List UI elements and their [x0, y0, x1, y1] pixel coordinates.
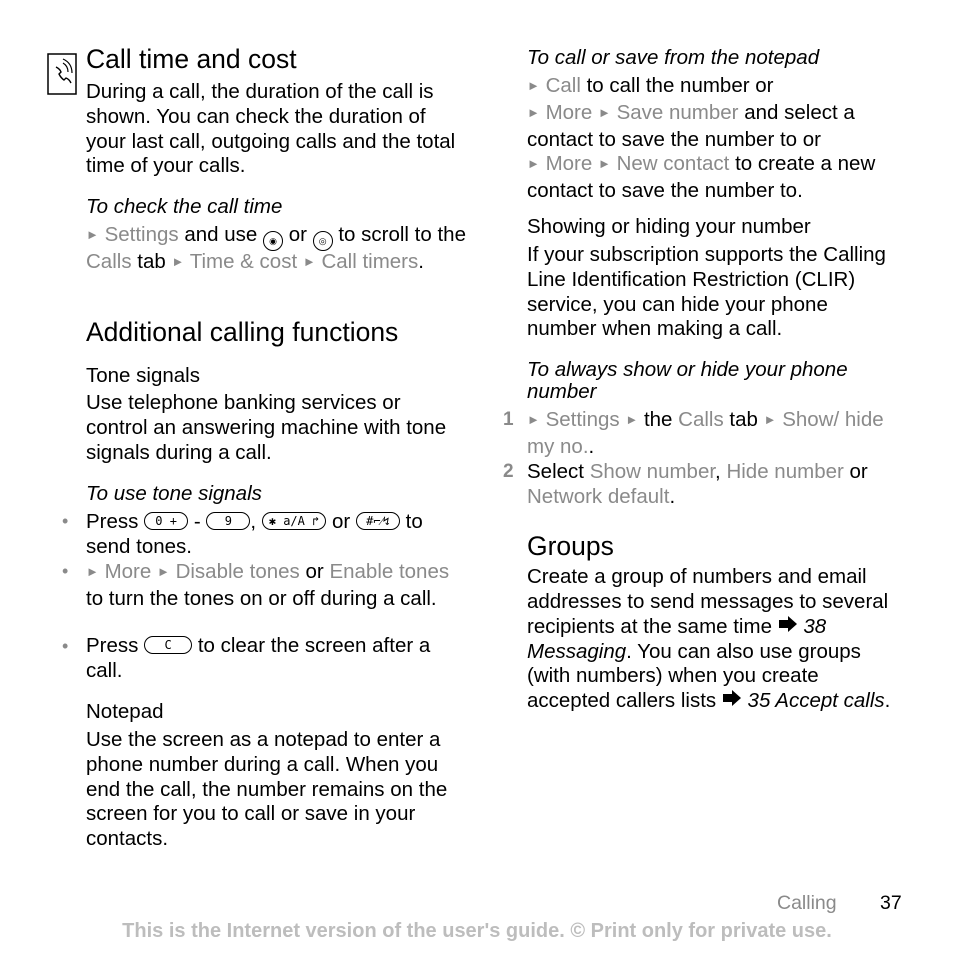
menu-arrow-icon: ► — [86, 564, 99, 579]
reference-messaging[interactable]: 38 Messaging — [527, 614, 827, 663]
menu-more[interactable]: More — [104, 560, 152, 583]
menu-settings[interactable]: Settings — [104, 223, 179, 246]
key-star-icon: ✱ a/A ↱ — [262, 512, 327, 530]
menu-arrow-icon: ► — [171, 253, 185, 269]
text: or — [332, 510, 351, 533]
text: to create a new contact to save the number to. — [527, 152, 876, 203]
reference-arrow-icon — [778, 614, 798, 639]
tone-signals-text: Use telephone banking services or control an answering machine with tone signals during a call. — [86, 391, 447, 464]
menu-save-number[interactable]: Save number — [616, 100, 739, 124]
text: Press — [86, 510, 139, 533]
menu-calls[interactable]: Calls — [86, 249, 132, 273]
menu-more[interactable]: More — [545, 152, 593, 176]
key-9-icon: 9 — [206, 512, 250, 530]
menu-time-cost[interactable]: Time & cost — [189, 249, 298, 273]
footer-section: Calling — [777, 892, 837, 914]
section-title-call-time: Call time and cost — [86, 44, 297, 74]
menu-arrow-icon: ► — [598, 156, 611, 172]
menu-call-timers[interactable]: Call timers — [321, 249, 419, 273]
text: or — [288, 223, 307, 246]
text: Select — [527, 460, 584, 483]
always-show-step-2 — [527, 460, 907, 510]
disclaimer: This is the Internet version of the user's guide. © Print only for private use. — [122, 920, 832, 942]
check-call-time-instructions — [86, 223, 466, 277]
text: , — [715, 460, 721, 483]
menu-show-hide-my-no[interactable]: Show/ hide my no. — [527, 408, 884, 458]
menu-disable-tones[interactable]: Disable tones — [175, 560, 300, 583]
text: and use — [184, 223, 258, 246]
step-number: 2 — [503, 461, 514, 482]
menu-network-default[interactable]: Network default — [527, 484, 670, 508]
menu-arrow-icon: ► — [763, 412, 777, 427]
notepad-action-title: To call or save from the notepad — [527, 46, 820, 69]
text: and select a contact to save the number to or — [527, 100, 855, 151]
notepad-title: Notepad — [86, 700, 164, 723]
text: . — [418, 249, 424, 273]
menu-arrow-icon: ► — [527, 156, 540, 172]
menu-settings[interactable]: Settings — [545, 408, 620, 431]
always-show-title: To always show or hide your phone number — [527, 358, 848, 403]
operator-service-icon — [47, 53, 77, 100]
always-show-step-1 — [527, 408, 899, 460]
menu-show-number[interactable]: Show number — [589, 460, 716, 483]
text: or — [849, 460, 868, 483]
navigation-key-icon: ◎ — [313, 231, 333, 251]
bullet: • — [62, 561, 69, 581]
menu-arrow-icon: ► — [86, 227, 99, 242]
menu-hide-number[interactable]: Hide number — [726, 460, 844, 483]
key-hash-icon: #⌐⁄↯ — [356, 512, 400, 530]
text: Press — [86, 634, 139, 657]
call-time-intro: During a call, the duration of the call is shown. You can check the duration of your last call, outgoing calls and the total time of your calls. — [86, 80, 456, 178]
menu-arrow-icon: ► — [625, 412, 639, 427]
navigation-key-icon: ◉ — [263, 231, 283, 251]
menu-enable-tones[interactable]: Enable tones — [329, 560, 450, 583]
menu-arrow-icon: ► — [598, 104, 611, 120]
key-c-icon: C — [144, 636, 192, 654]
text: - — [193, 510, 201, 533]
tone-step-3 — [86, 634, 456, 684]
menu-arrow-icon: ► — [302, 253, 316, 269]
tone-step-1 — [86, 510, 466, 560]
text: tab — [729, 408, 758, 431]
text: Create a group of numbers and email addresses to send messages to several recipients at the same time — [527, 565, 889, 638]
text: to send tones. — [86, 510, 423, 558]
tone-step-2 — [86, 560, 466, 612]
groups-text — [527, 565, 899, 714]
menu-arrow-icon: ► — [527, 104, 540, 120]
notepad-text: Use the screen as a notepad to enter a phone number during a call. When you end the call, the number remains on the screen for you to call or save in your contacts. — [86, 728, 448, 851]
menu-calls[interactable]: Calls — [678, 408, 724, 431]
menu-call[interactable]: Call — [545, 74, 581, 97]
step-number: 1 — [503, 409, 514, 430]
showing-hiding-title: Showing or hiding your number — [527, 215, 811, 238]
menu-more[interactable]: More — [545, 100, 593, 124]
text: . — [669, 484, 676, 508]
menu-arrow-icon: ► — [527, 412, 540, 427]
key-0-icon: 0 + — [144, 512, 188, 530]
menu-arrow-icon: ► — [527, 78, 540, 93]
bullet: • — [62, 636, 69, 656]
text: . You can also use groups (with numbers) when you create accepted callers lists — [527, 639, 861, 713]
menu-arrow-icon: ► — [157, 564, 170, 579]
text: to clear the screen after a call. — [86, 634, 431, 682]
text: , — [250, 510, 257, 533]
section-title-additional: Additional calling functions — [86, 317, 399, 347]
reference-arrow-icon — [722, 688, 742, 713]
check-call-time-title: To check the call time — [86, 195, 283, 218]
notepad-action-steps — [527, 74, 899, 204]
reference-accept-calls[interactable]: 35 Accept calls — [747, 689, 885, 713]
showing-hiding-text: If your subscription supports the Calling Line Identification Restriction (CLIR) service, you can hide your phone number when making a call. — [527, 243, 886, 341]
text: . — [884, 689, 891, 713]
menu-new-contact[interactable]: New contact — [616, 152, 730, 176]
bullet: • — [62, 511, 69, 531]
section-title-groups: Groups — [527, 531, 614, 561]
text: tab — [137, 249, 166, 273]
text: or — [305, 560, 324, 583]
text: . — [588, 434, 595, 458]
text: to scroll to the — [338, 223, 466, 246]
text: to turn the tones on or off during a call. — [86, 586, 437, 610]
text: the — [643, 408, 673, 431]
text: to call the number or — [586, 74, 774, 97]
use-tone-signals-title: To use tone signals — [86, 482, 262, 505]
page-number: 37 — [880, 892, 902, 914]
tone-signals-title: Tone signals — [86, 364, 200, 387]
